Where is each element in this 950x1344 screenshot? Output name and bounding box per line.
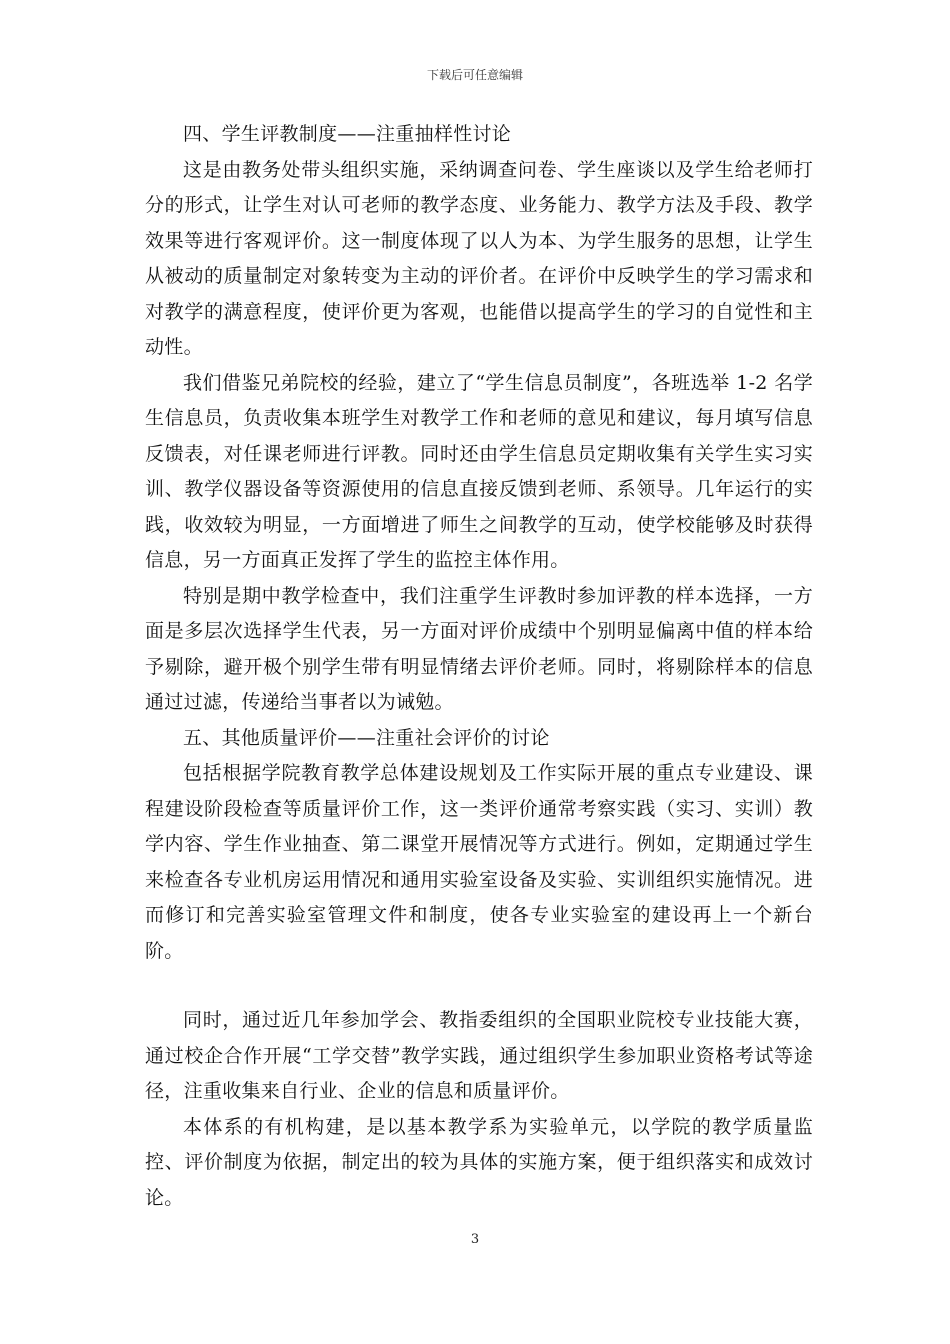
paragraph: 本体系的有机构建，是以基本教学系为实验单元，以学院的教学质量监控、评价制度为依据，制定出的较为具体的实施方案，便于组织落实和成效讨论。 (145, 1115, 813, 1209)
section-heading-5: 五、其他质量评价——注重社会评价的讨论 (183, 726, 550, 749)
paragraph: 包括根据学院教育教学总体建设规划及工作实际开展的重点专业建设、课程建设阶段检查等质量评价工作，这一类评价通常考察实践（实习、实训）教学内容、学生作业抽查、第二课堂开展情况等方式进行。例如，定期通过学生来检查各专业机房运用情况和通用实验室设备及实验、实训组织实施情况。进而修订和完善实验室管理文件和制度，使各专业实验室的建设再上一个新台阶。 (145, 762, 813, 962)
paragraph: 同时，通过近几年参加学会、教指委组织的全国职业院校专业技能大赛，通过校企合作开展“工学交替”教学实践，通过组织学生参加职业资格考试等途径，注重收集来自行业、企业的信息和质量评价。 (145, 1009, 813, 1102)
paragraph: 特别是期中教学检查中，我们注重学生评教时参加评教的样本选择，一方面是多层次选择学生代表，另一方面对评价成绩中个别明显偏离中值的样本给予剔除，避开极个别学生带有明显情绪去评价老师。同时，将剔除样本的信息通过过滤，传递给当事者以为诫勉。 (145, 584, 813, 713)
section-heading-4: 四、学生评教制度——注重抽样性讨论 (183, 123, 512, 145)
document-body (145, 117, 813, 1216)
page-header-note: 下载后可任意编辑 (426, 68, 523, 82)
paragraph: 这是由教务处带头组织实施，采纳调查问卷、学生座谈以及学生给老师打分的形式，让学生对认可老师的教学态度、业务能力、教学方法及手段、教学效果等进行客观评价。这一制度体现了以人为本、为学生服务的思想，让学生从被动的质量制定对象转变为主动的评价者。在评价中反映学生的学习需求和对教学的满意程度，使评价更为客观，也能借以提高学生的学习的自觉性和主动性。 (145, 158, 813, 358)
paragraph: 我们借鉴兄弟院校的经验，建立了“学生信息员制度”，各班选举 1-2 名学生信息员，负责收集本班学生对教学工作和老师的意见和建议，每月填写信息反馈表，对任课老师进行评教。同时还由学生信息员定期收集有关学生实习实训、教学仪器设备等资源使用的信息直接反馈到老师、系领导。几年运行的实践，收效较为明显，一方面增进了师生之间教学的互动，使学校能够及时获得信息，另一方面真正发挥了学生的监控主体作用。 (145, 371, 813, 571)
page-number: 3 (470, 1232, 480, 1247)
paragraph-spacer (145, 969, 813, 1003)
